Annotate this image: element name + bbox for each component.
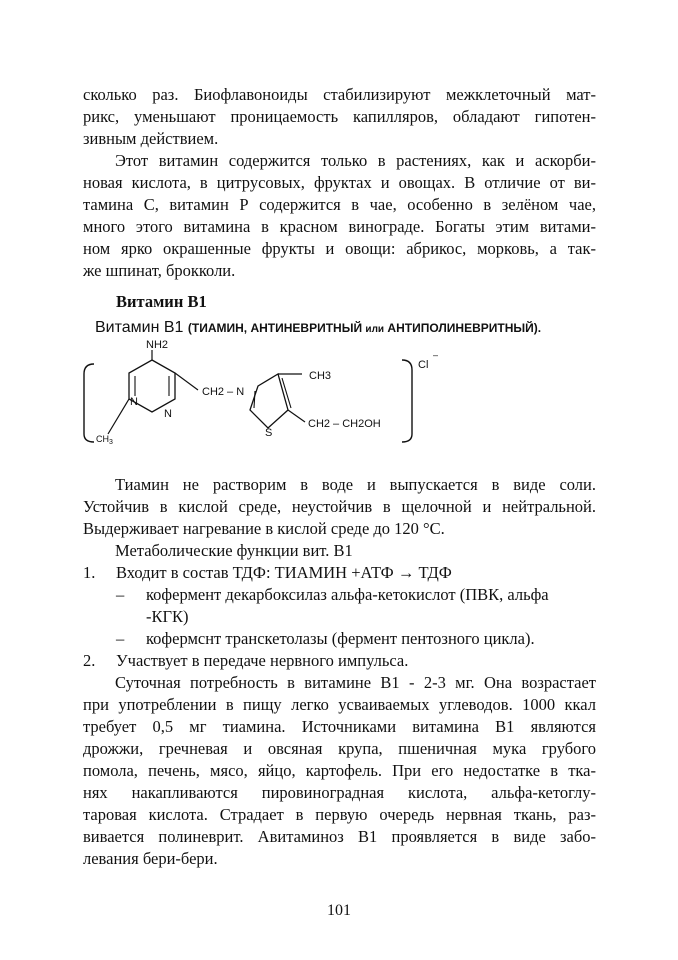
list-number: 2.: [83, 651, 96, 670]
right-bracket: [402, 360, 412, 442]
bond-line: [288, 410, 305, 422]
ring-s-label: S: [265, 427, 273, 439]
text-line: левания бери-бери.: [83, 849, 218, 868]
caption-ili: или: [365, 324, 385, 335]
ch3-text: CH: [96, 434, 109, 444]
chloride-label: Cl: [418, 359, 429, 371]
bond-line: [175, 373, 198, 390]
dash-marker: –: [116, 585, 125, 604]
text-line: вивается полиневрит. Авитаминоз В1 проявляется в виде забо-: [83, 827, 596, 846]
text-line: рикс, уменьшают проницаемость капилляров, обладают гипотен-: [83, 107, 596, 126]
text-line: Этот витамин содержится только в растениях, как и аскорби-: [115, 151, 596, 170]
left-bracket: [84, 364, 94, 442]
text-line: Суточная потребность в витамине В1 - 2-3 мг. Она возрастает: [115, 673, 596, 692]
ch3-label: CH3: [309, 370, 332, 382]
ring-n-label: N: [164, 408, 172, 420]
ch3-substituent-label: [96, 434, 113, 446]
thiamine-structure-diagram: [80, 338, 580, 458]
chloride-charge: –: [433, 350, 439, 360]
text-line: Тиамин не растворим в воде и выпускается в виде соли.: [115, 475, 596, 494]
text-line: требует 0,5 мг тиамина. Источниками витамина В1 являются: [83, 717, 596, 736]
text-line: нях накапливаются пировиноградная кислота, альфа-кетоглу-: [83, 783, 596, 802]
text-line: зивным действием.: [83, 129, 219, 148]
caption-part1: (ТИАМИН, АНТИНЕВРИТНЫЙ: [187, 321, 366, 335]
text-line: сколько раз. Биофлавоноиды стабилизируют межклеточный мат-: [83, 85, 596, 104]
text-line: много этого витамина в красном винограде. Богаты этим витами-: [83, 217, 596, 236]
sublist-text: кофермснт транскетолазы (фермент пентозного цикла).: [146, 629, 535, 648]
list-title: Метаболические функции вит. В1: [115, 541, 353, 560]
thiazole-ring: [250, 374, 288, 428]
bond-line: [108, 399, 129, 434]
caption-part2: АНТИПОЛИНЕВРИТНЫЙ).: [384, 321, 542, 335]
ch2-ch2oh-label: CH2 – CH2OH: [308, 418, 381, 430]
text-line: при употреблении в пищу легко усваиваемых углеводов. 1000 ккал: [83, 695, 596, 714]
sublist-text: -КГК): [146, 607, 189, 626]
ring-double-bond: [254, 391, 255, 408]
text-line: дрожжи, гречневая и овсяная крупа, пшеничная мука грубого: [83, 739, 596, 758]
text-line: новая кислота, в цитрусовых, фруктах и овощах. В отличие от ви-: [83, 173, 596, 192]
caption-main: Витамин В1: [95, 319, 188, 336]
text-line: таровая кислота. Страдает в первую очередь нервная ткань, раз-: [83, 805, 596, 824]
text-line: же шпинат, брокколи.: [83, 261, 236, 280]
formula-caption: [95, 319, 541, 337]
section-heading: Витамин В1: [116, 292, 207, 311]
dash-marker: –: [116, 629, 125, 648]
page-number: 101: [327, 902, 351, 919]
ch2-n-label: CH2 – N: [202, 386, 245, 398]
sublist-text: кофермент декарбоксилаз альфа-кетокислот (ПВК, альфа: [146, 585, 549, 604]
nh2-label: NH2: [146, 339, 169, 351]
text-line: Устойчив в кислой среде, неустойчив в щелочной и нейтральной.: [83, 497, 596, 516]
list-text: Входит в состав ТДФ: ТИАМИН +АТФ → ТДФ: [116, 563, 452, 582]
list-text: Участвует в передаче нервного импульса.: [116, 651, 409, 670]
list-number: 1.: [83, 563, 96, 582]
text-line: ном ярко окрашенные фрукты и овощи: абрикос, морковь, а так-: [83, 239, 596, 258]
text-line: тамина С, витамин Р содержится в чае, особенно в зелёном чае,: [83, 195, 596, 214]
text-line: Выдерживает нагревание в кислой среде до 120 °С.: [83, 519, 445, 538]
text-line: помола, печень, мясо, яйцо, картофель. При его недостатке в тка-: [83, 761, 596, 780]
ch3-index: 3: [109, 439, 113, 446]
ring-n-label: N: [130, 396, 138, 408]
